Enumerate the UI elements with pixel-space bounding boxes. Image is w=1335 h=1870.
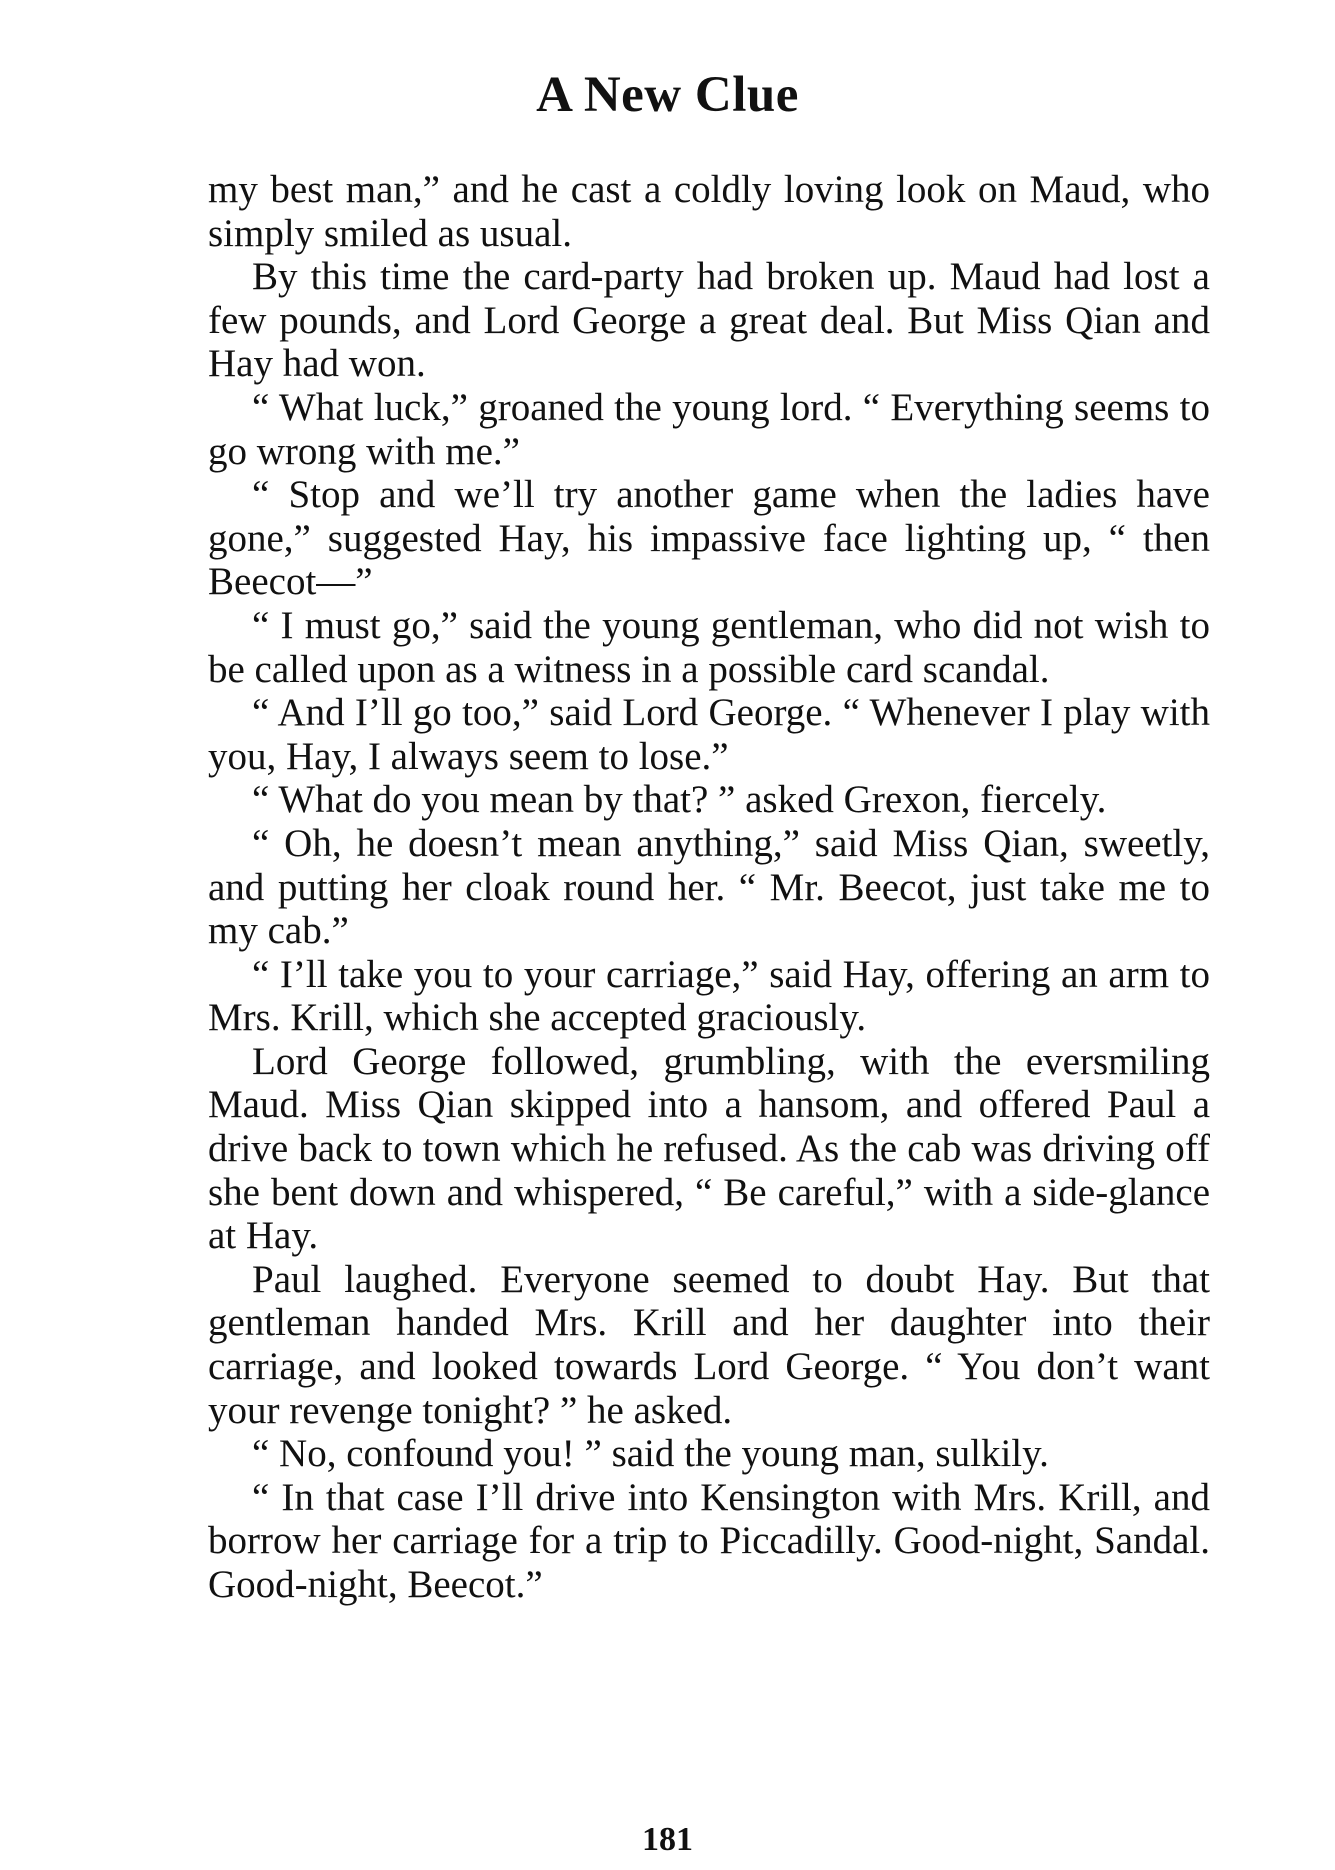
running-head: A New Clue xyxy=(536,67,799,123)
paragraph: “ No, confound you! ” said the young man, sulkily. xyxy=(252,1432,1049,1476)
paragraph: Paul laughed. Everyone seemed to doubt Hay. But that gentleman handed Mrs. Krill and her daughter into their carriage, and looked towards Lord George. “ You don’t want your revenge tonight? ” he asked. xyxy=(208,1257,1210,1432)
paragraph: “ What luck,” groaned the young lord. “ Everything seems to go wrong with me.” xyxy=(208,385,1210,473)
paragraph: “ Oh, he doesn’t mean anything,” said Miss Qian, sweetly, and putting her cloak round her. “ Mr. Beecot, just take me to my cab.” xyxy=(208,821,1210,953)
paragraph: “ I must go,” said the young gentleman, who did not wish to be called upon as a witness in a possible card scandal. xyxy=(208,603,1210,691)
paragraph: “ And I’ll go too,” said Lord George. “ Whenever I play with you, Hay, I always seem to lose.” xyxy=(208,691,1210,778)
paragraph: By this time the card-party had broken up. Maud had lost a few pounds, and Lord George a great deal. But Miss Qian and Hay had won. xyxy=(208,255,1210,386)
page-number: 181 xyxy=(642,1821,693,1858)
paragraph: “ I’ll take you to your carriage,” said Hay, offering an arm to Mrs. Krill, which she accepted graciously. xyxy=(208,952,1210,1040)
paragraph: “ In that case I’ll drive into Kensington with Mrs. Krill, and borrow her carriage for a trip to Piccadilly. Good-night, Sandal. Good-night, Beecot.” xyxy=(208,1475,1210,1606)
paragraph: my best man,” and he cast a coldly loving look on Maud, who simply smiled as usual. xyxy=(208,168,1210,255)
paragraph: Lord George followed, grumbling, with the eversmiling Maud. Miss Qian skipped into a hansom, and offered Paul a drive back to town which he refused. As the cab was driving off she bent down and whispered, “ Be careful,” with a side-glance at Hay. xyxy=(208,1039,1210,1258)
paragraph: “ Stop and we’ll try another game when the ladies have gone,” suggested Hay, his impassive face lighting up, “ then Beecot—” xyxy=(208,473,1210,604)
body-text xyxy=(208,168,1210,1607)
paragraph: “ What do you mean by that? ” asked Grexon, fiercely. xyxy=(252,778,1107,822)
